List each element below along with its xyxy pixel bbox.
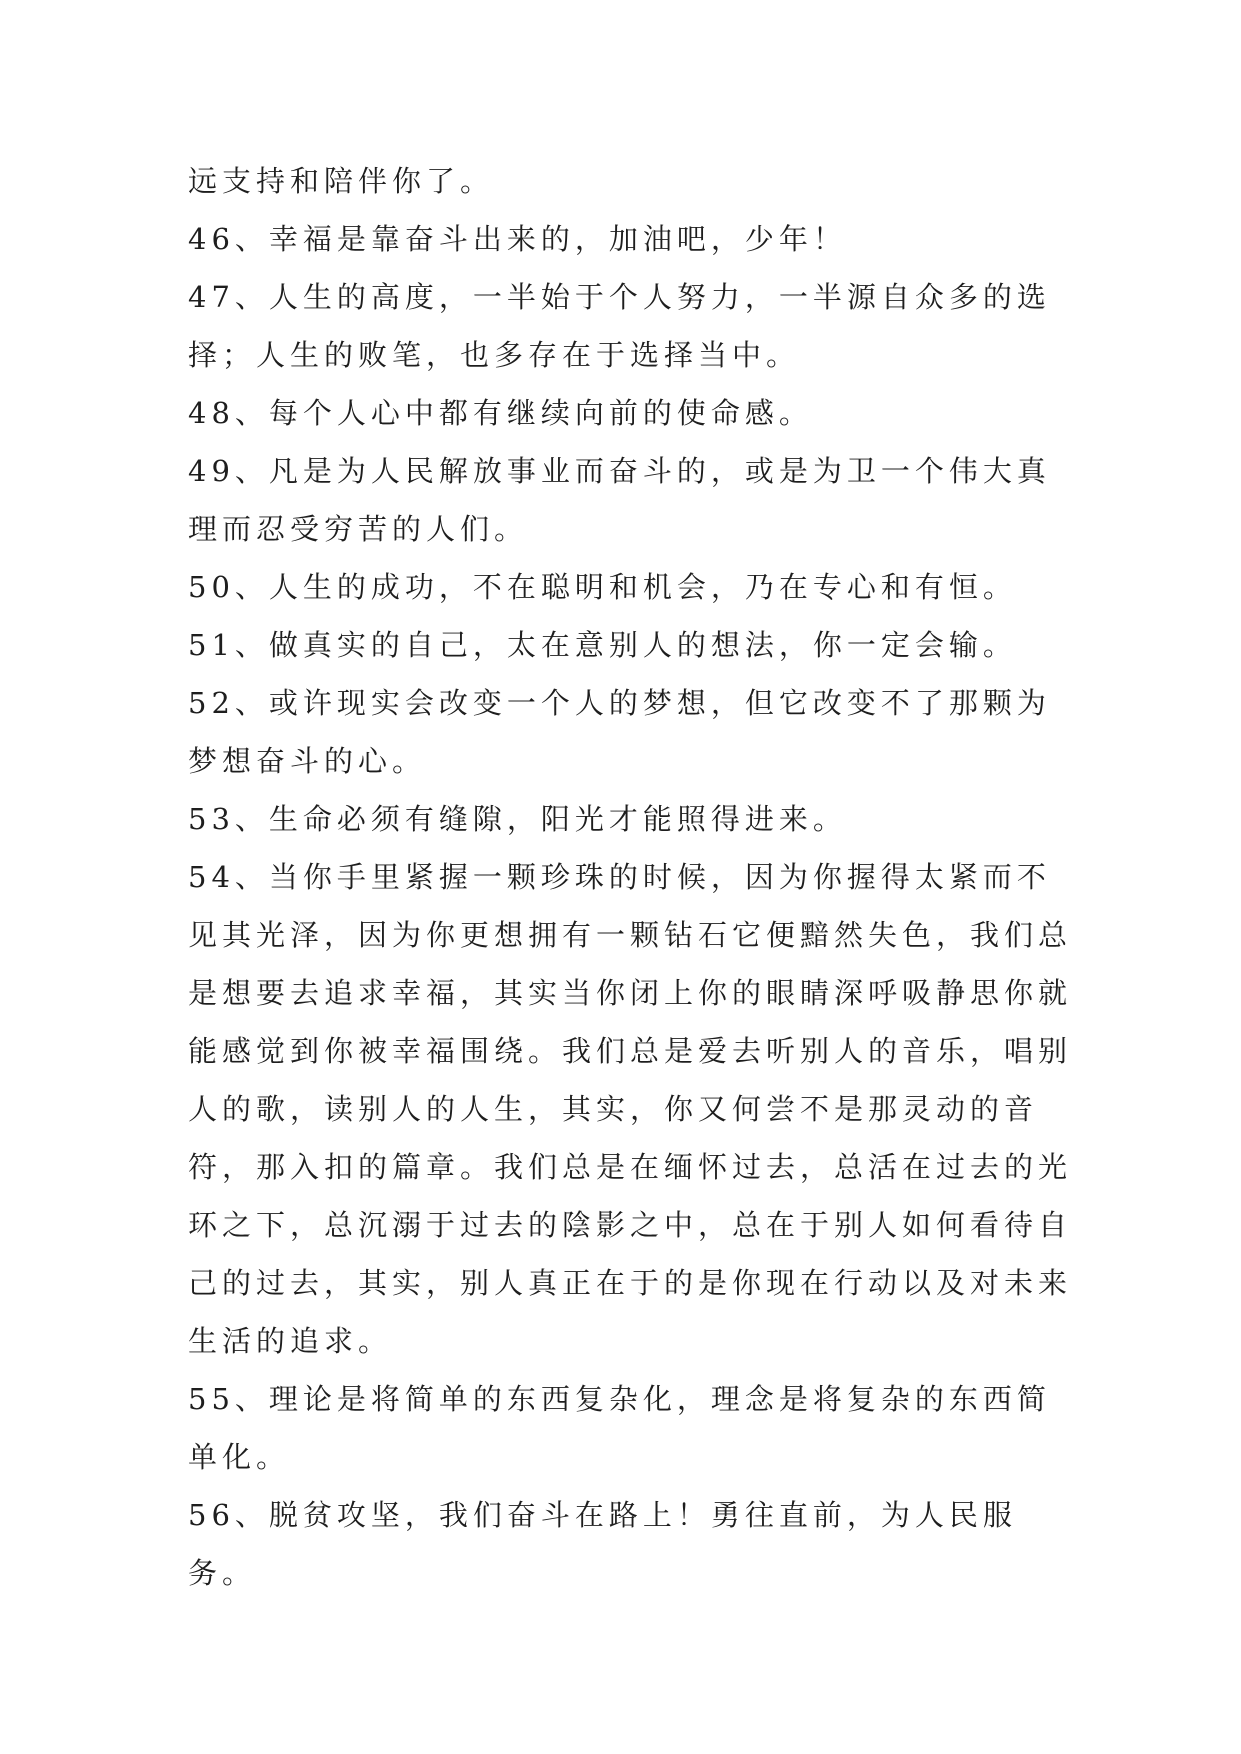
- document-body: [188, 152, 1078, 1602]
- paragraph-46: 46、幸福是靠奋斗出来的，加油吧，少年！: [188, 222, 847, 256]
- paragraph-51: 51、做真实的自己，太在意别人的想法，你一定会输。: [188, 628, 1017, 662]
- paragraph-49: 49、凡是为人民解放事业而奋斗的，或是为卫一个伟大真理而忍受穷苦的人们。: [188, 454, 1051, 546]
- paragraph-48: 48、每个人心中都有继续向前的使命感。: [188, 396, 813, 430]
- paragraph-54: 54、当你手里紧握一颗珍珠的时候，因为你握得太紧而不见其光泽，因为你更想拥有一颗钻石它便黯然失色，我们总是想要去追求幸福，其实当你闭上你的眼睛深呼吸静思你就能感觉到你被幸福围绕。我们总是爱去听别人的音乐，唱别人的歌，读别人的人生，其实，你又何尝不是那灵动的音符，那入扣的篇章。我们总是在缅怀过去，总活在过去的光环之下，总沉溺于过去的陰影之中，总在于别人如何看待自己的过去，其实，别人真正在于的是你现在行动以及对未来生活的追求。: [188, 860, 1073, 1358]
- paragraph-53: 53、生命必须有缝隙，阳光才能照得进来。: [188, 802, 847, 836]
- paragraph-continuation: 远支持和陪伴你了。: [188, 164, 495, 198]
- paragraph-47: 47、人生的高度，一半始于个人努力，一半源自众多的选择；人生的败笔，也多存在于选择当中。: [188, 280, 1051, 372]
- paragraph-52: 52、或许现实会改变一个人的梦想，但它改变不了那颗为梦想奋斗的心。: [188, 686, 1051, 778]
- paragraph-56: 56、脱贫攻坚，我们奋斗在路上！勇往直前，为人民服务。: [188, 1498, 1017, 1590]
- paragraph-50: 50、人生的成功，不在聪明和机会，乃在专心和有恒。: [188, 570, 1017, 604]
- paragraph-55: 55、理论是将简单的东西复杂化，理念是将复杂的东西简单化。: [188, 1382, 1051, 1474]
